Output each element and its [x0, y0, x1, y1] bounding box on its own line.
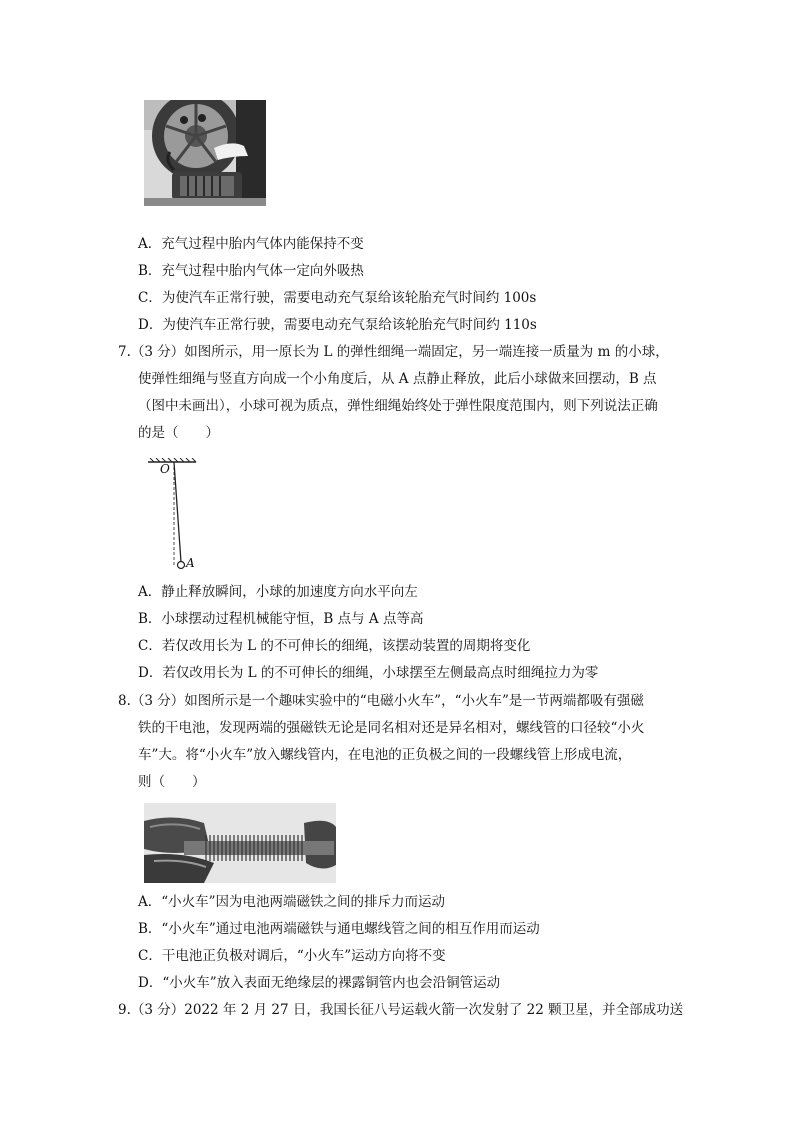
tire-pump-photo — [144, 100, 266, 206]
q7-option-a: A．静止释放瞬间，小球的加速度方向水平向左 — [138, 584, 418, 600]
q8-stem-line-3: 车”大。将“小火车”放入螺线管内，在电池的正负极之间的一段螺线管上形成电流， — [138, 747, 632, 763]
q7-option-b: B．小球摆动过程机械能守恒，B 点与 A 点等高 — [138, 611, 424, 627]
electromagnetic-train-photo — [144, 803, 336, 883]
q7-option-d: D．若仅改用长为 L 的不可伸长的细绳，小球摆至左侧最高点时细绳拉力为零 — [138, 665, 599, 681]
q9-stem-line-1: 9.（3 分）2022 年 2 月 27 日，我国长征八号运载火箭一次发射了 22 颗卫星，并全部成功送 — [118, 1002, 684, 1018]
pivot-label-o: O — [160, 462, 170, 476]
q6-option-c: C．为使汽车正常行驶，需要电动充气泵给该轮胎充气时间约 100s — [138, 290, 537, 306]
q8-option-c: C．干电池正负极对调后，“小火车”运动方向将不变 — [138, 948, 446, 964]
q8-option-a: A．“小火车”因为电池两端磁铁之间的排斥力而运动 — [138, 894, 446, 910]
q6-option-b: B．充气过程中胎内气体一定向外吸热 — [138, 263, 364, 279]
q8-stem-line-2: 铁的干电池，发现两端的强磁铁无论是同名相对还是异名相对，螺线管的口径较“小火 — [138, 720, 645, 736]
q7-stem-line-2: 使弹性细绳与竖直方向成一个小角度后，从 A 点静止释放，此后小球做来回摆动，B 点 — [138, 371, 657, 387]
q8-option-b: B．“小火车”通过电池两端磁铁与通电螺线管之间的相互作用而运动 — [138, 921, 540, 937]
q6-option-d: D．为使汽车正常行驶，需要电动充气泵给该轮胎充气时间约 110s — [138, 317, 537, 333]
q7-stem-line-1: 7.（3 分）如图所示，用一原长为 L 的弹性细绳一端固定，另一端连接一质量为 m 的小球， — [118, 344, 669, 360]
q8-stem-line-4: 则（ ） — [138, 774, 206, 790]
q7-stem-line-3: （图中未画出），小球可视为质点，弹性细绳始终处于弹性限度范围内，则下列说法正确 — [138, 398, 658, 414]
q8-option-d: D．“小火车”放入表面无绝缘层的裸露铜管内也会沿铜管运动 — [138, 975, 501, 991]
q7-stem-line-4: 的是（ ） — [138, 425, 219, 441]
q8-stem-line-1: 8.（3 分）如图所示是一个趣味实验中的“电磁小火车”，“小火车”是一节两端都吸有强磁 — [118, 693, 644, 709]
q7-option-c: C．若仅改用长为 L 的不可伸长的细绳，该摆动装置的周期将变化 — [138, 638, 531, 654]
q6-option-a: A．充气过程中胎内气体内能保持不变 — [138, 236, 364, 252]
ball-label-a: A — [186, 556, 195, 570]
pendulum-figure — [144, 458, 200, 574]
